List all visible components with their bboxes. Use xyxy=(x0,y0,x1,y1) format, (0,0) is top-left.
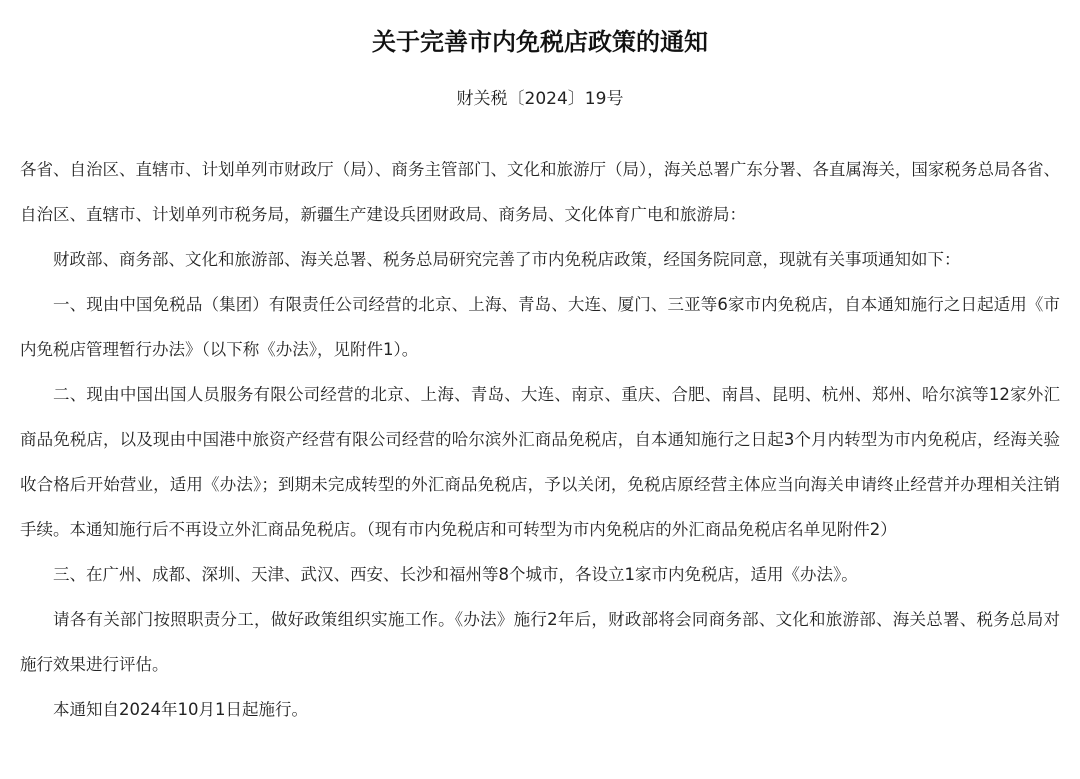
addressee-paragraph: 各省、自治区、直辖市、计划单列市财政厅（局）、商务主管部门、文化和旅游厅（局），海关总署广东分署、各直属海关，国家税务总局各省、自治区、直辖市、计划单列市税务局，新疆生产建设兵团财政局、商务局、文化体育广电和旅游局： xyxy=(20,160,1060,224)
article-one-paragraph: 一、现由中国免税品（集团）有限责任公司经营的北京、上海、青岛、大连、厦门、三亚等6家市内免税店，自本通知施行之日起适用《市内免税店管理暂行办法》（以下称《办法》，见附件1）。 xyxy=(20,295,1060,359)
document-title: 关于完善市内免税店政策的通知 xyxy=(372,28,708,56)
article-two-paragraph: 二、现由中国出国人员服务有限公司经营的北京、上海、青岛、大连、南京、重庆、合肥、南昌、昆明、杭州、郑州、哈尔滨等12家外汇商品免税店，以及现由中国港中旅资产经营有限公司经营的哈尔滨外汇商品免税店，自本通知施行之日起3个月内转型为市内免税店，经海关验收合格后开始营业，适用《办法》；到期未完成转型的外汇商品免税店，予以关闭，免税店原经营主体应当向海关申请终止经营并办理相关注销手续。本通知施行后不再设立外汇商品免税店。（现有市内免税店和可转型为市内免税店的外汇商品免税店名单见附件2） xyxy=(20,385,1060,539)
article-three-paragraph: 三、在广州、成都、深圳、天津、武汉、西安、长沙和福州等8个城市，各设立1家市内免税店，适用《办法》。 xyxy=(53,565,858,584)
effective-date-paragraph: 本通知自2024年10月1日起施行。 xyxy=(53,700,308,719)
implementation-paragraph: 请各有关部门按照职责分工，做好政策组织实施工作。《办法》施行2年后，财政部将会同商务部、文化和旅游部、海关总署、税务总局对施行效果进行评估。 xyxy=(20,610,1060,674)
document-body xyxy=(20,147,1060,732)
document-number: 财关税〔2024〕19号 xyxy=(456,89,624,109)
intro-paragraph: 财政部、商务部、文化和旅游部、海关总署、税务总局研究完善了市内免税店政策，经国务院同意，现就有关事项通知如下： xyxy=(53,250,961,269)
